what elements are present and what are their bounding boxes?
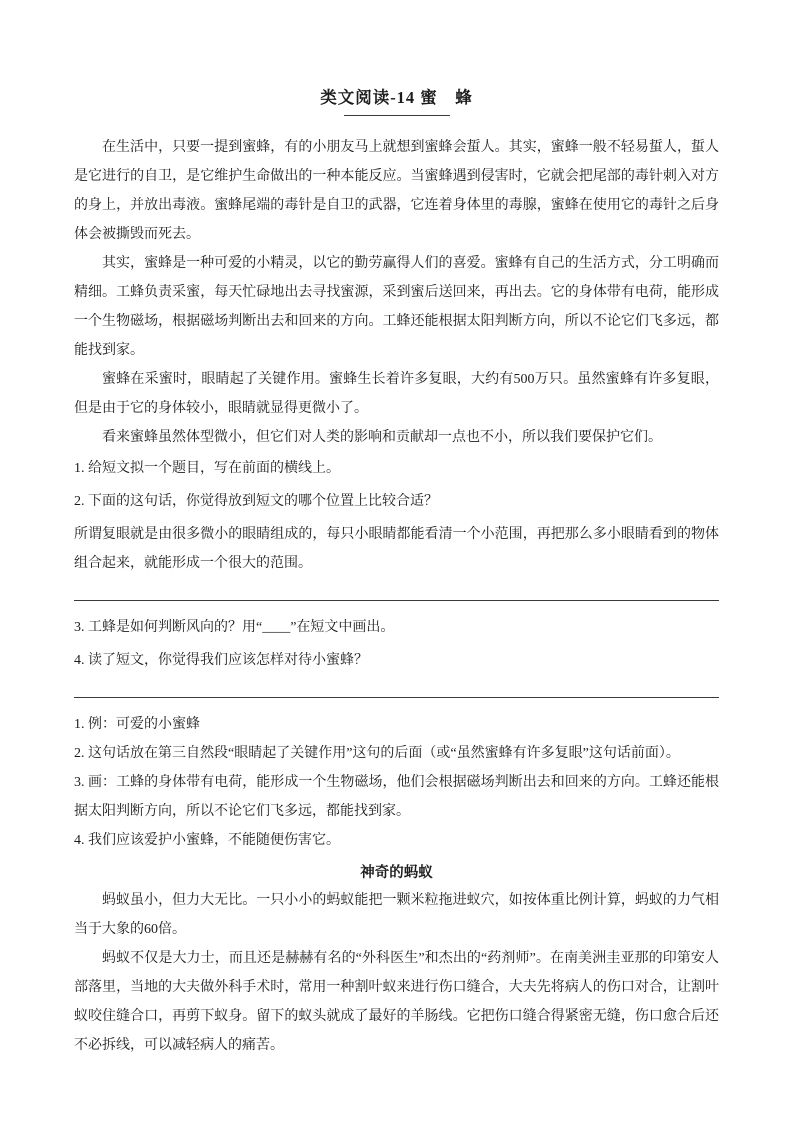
question-item: 1. 给短文拟一个题目，写在前面的横线上。 — [74, 461, 340, 476]
question-item: 2. 下面的这句话，你觉得放到短文的哪个位置上比较合适？ — [74, 494, 438, 509]
passage-paragraph: 看来蜜蜂虽然体型微小，但它们对人类的影响和贡献却一点也不小，所以我们要保护它们。 — [102, 430, 662, 445]
answer-item: 2. 这句话放在第三自然段“眼睛起了关键作用”这句的后面（或“虽然蜜蜂有许多复眼”这句话前面）。 — [74, 746, 680, 761]
passage2-paragraph: 蚂蚁不仅是大力士，而且还是赫赫有名的“外科医生”和杰出的“药剂师”。在南美洲圭亚那的印第安人部落里，当地的大夫做外科手术时，常用一种割叶蚁来进行伤口缝合，大夫先将病人的伤口对合，让割叶蚁咬住缝合口，再剪下蚁身。留下的蚁头就成了最好的羊肠线。它把伤口缝合得紧密无缝，伤口愈合后还不必拆线，可以减轻病人的痛苦。 — [74, 951, 719, 1053]
section-divider — [74, 697, 719, 698]
title-blank-line — [344, 115, 450, 116]
passage-paragraph: 蜜蜂在采蜜时，眼睛起了关键作用。蜜蜂生长着许多复眼，大约有500万只。虽然蜜蜂有许多复眼，但是由于它的身体较小，眼睛就显得更微小了。 — [74, 372, 719, 416]
question-quote-text: 所谓复眼就是由很多微小的眼睛组成的，每只小眼睛都能看清一个小范围，再把那么多小眼睛看到的物体组合起来，就能形成一个很大的范围。 — [74, 527, 719, 571]
passage2-paragraph: 蚂蚁虽小，但力大无比。一只小小的蚂蚁能把一颗米粒拖进蚁穴，如按体重比例计算，蚂蚁的力气相当于大象的60倍。 — [74, 893, 719, 937]
question-item: 3. 工蜂是如何判断风向的？用“____”在短文中画出。 — [74, 620, 395, 635]
passage-paragraph: 在生活中，只要一提到蜜蜂，有的小朋友马上就想到蜜蜂会蜇人。其实，蜜蜂一般不轻易蜇人，蜇人是它进行的自卫，是它维护生命做出的一种本能反应。当蜜蜂遇到侵害时，它就会把尾部的毒针刺入对方的身上，并放出毒液。蜜蜂尾端的毒针是自卫的武器，它连着身体里的毒腺，蜜蜂在使用它的毒针之后身体会被撕毁而死去。 — [74, 140, 719, 242]
page-title: 类文阅读-14 蜜 蜂 — [320, 88, 473, 107]
answer-item: 1. 例：可爱的小蜜蜂 — [74, 717, 200, 732]
question-item: 4. 读了短文，你觉得我们应该怎样对待小蜜蜂？ — [74, 653, 368, 668]
passage2-title: 神奇的蚂蚁 — [360, 865, 433, 881]
section-divider — [74, 600, 719, 601]
answer-item: 3. 画：工蜂的身体带有电荷，能形成一个生物磁场，他们会根据磁场判断出去和回来的方向。工蜂还能根据太阳判断方向，所以不论它们飞多远，都能找到家。 — [74, 775, 719, 819]
passage-paragraph: 其实，蜜蜂是一种可爱的小精灵，以它的勤劳赢得人们的喜爱。蜜蜂有自己的生活方式，分工明确而精细。工蜂负责采蜜，每天忙碌地出去寻找蜜源，采到蜜后送回来，再出去。它的身体带有电荷，能形成一个生物磁场，根据磁场判断出去和回来的方向。工蜂还能根据太阳判断方向，所以不论它们飞多远，都能找到家。 — [74, 256, 719, 358]
answer-item: 4. 我们应该爱护小蜜蜂，不能随便伤害它。 — [74, 833, 340, 848]
